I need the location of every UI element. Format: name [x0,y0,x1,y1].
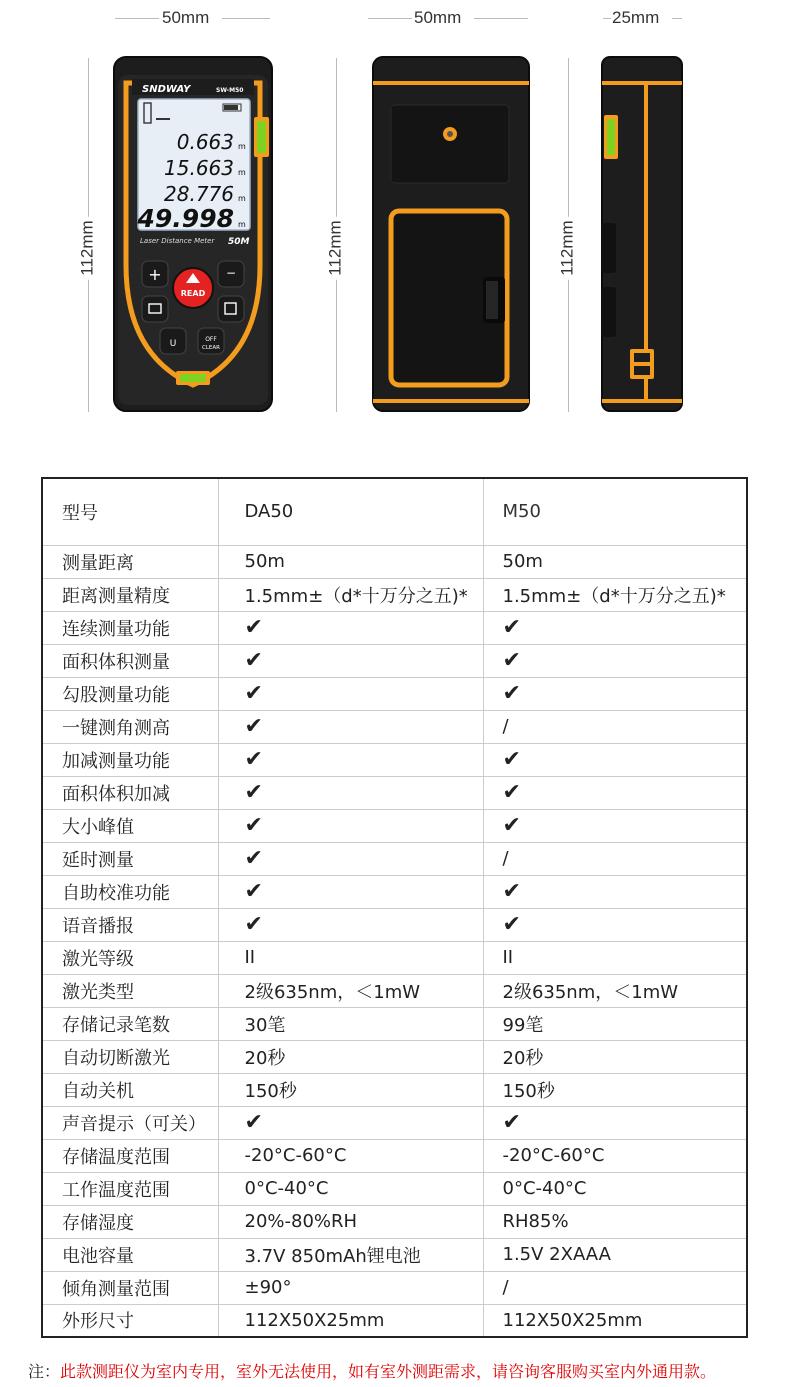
da50-value: 150秒 [218,1073,483,1106]
m50-value: 99笔 [483,1007,747,1040]
row-label: 倾角测量范围 [42,1271,218,1304]
m50-value: ✔ [483,644,747,677]
m50-value: ✔ [483,908,747,941]
m50-value: 20秒 [483,1040,747,1073]
svg-text:U: U [169,339,177,349]
m50-value: 150秒 [483,1073,747,1106]
da50-value: ✔ [218,908,483,941]
brand-logo: SNDWAY [142,84,191,95]
row-label: 勾股测量功能 [42,677,218,710]
front-width-label: 50mm [162,8,210,27]
m50-value: ✔ [483,809,747,842]
da50-value: ✔ [218,611,483,644]
da50-value: 20秒 [218,1040,483,1073]
device-front-image [112,55,274,413]
table-row [42,1205,747,1238]
table-row [42,974,747,1007]
footer-note [28,1359,716,1382]
reading-4: 49.998 [137,204,234,233]
svg-text:m: m [238,168,246,177]
reading-3: 28.776 [164,182,234,206]
back-height-label: 112mm [326,216,346,279]
back-width-line-right [474,18,528,19]
table-row [42,875,747,908]
row-label: 工作温度范围 [42,1172,218,1205]
back-width-line-left [368,18,412,19]
row-label: 面积体积加减 [42,776,218,809]
side-height-label: 112mm [558,216,578,279]
reading-1: 0.663 [176,130,234,154]
read-button-label: READ [180,289,206,298]
m50-value: ✔ [483,611,747,644]
note-prefix: 注： [28,1362,61,1381]
m50-value: 0°C-40°C [483,1172,747,1205]
svg-text:m: m [238,194,246,203]
row-label: 一键测角测高 [42,710,218,743]
row-label: 加减测量功能 [42,743,218,776]
da50-value: ✔ [218,743,483,776]
m50-value: 50m [483,545,747,578]
table-header-row [42,478,747,545]
device-back-image [371,55,531,413]
da50-value: 0°C-40°C [218,1172,483,1205]
front-width-line-left [115,18,159,19]
row-label: 声音提示（可关） [42,1106,218,1139]
row-label: 测量距离 [42,545,218,578]
screen-caption: Laser Distance Meter [140,237,215,245]
note-text: 此款测距仪为室内专用，室外无法使用，如有室外测距需求，请咨询客服购买室内外通用款。 [60,1362,717,1381]
spec-table [41,477,748,1338]
table-row [42,1238,747,1271]
da50-value: 50m [218,545,483,578]
da50-value: 20%-80%RH [218,1205,483,1238]
table-row [42,842,747,875]
svg-text:CLEAR: CLEAR [202,345,220,351]
da50-value: ✔ [218,875,483,908]
table-row [42,1271,747,1304]
row-label: 存储湿度 [42,1205,218,1238]
m50-value: / [483,710,747,743]
table-row [42,908,747,941]
da50-value: ✔ [218,809,483,842]
table-row [42,941,747,974]
row-label: 激光类型 [42,974,218,1007]
m50-value: 112X50X25mm [502,1309,643,1331]
da50-value: ✔ [218,644,483,677]
svg-text:OFF: OFF [205,336,217,343]
row-label: 激光等级 [42,941,218,974]
front-width-line-right [222,18,270,19]
table-row [42,1007,747,1040]
m50-value: ✔ [483,677,747,710]
m50-value: 2级635nm，＜1mW [483,974,747,1007]
row-label: 外形尺寸 [42,1304,218,1337]
table-row [42,710,747,743]
device-side-image [600,55,684,413]
front-height-label: 112mm [78,216,98,279]
table-row [42,1304,747,1337]
side-width-line-right [672,18,682,19]
reading-2: 15.663 [164,156,234,180]
model-badge: SW-M50 [216,87,244,94]
table-row [42,776,747,809]
side-width-line-left [603,18,611,19]
m50-value: II [483,941,747,974]
da50-value: 1.5mm±（d*十万分之五)* [218,578,483,611]
da50-value: ✔ [218,677,483,710]
range-badge: 50M [228,237,250,247]
da50-value: ✔ [218,842,483,875]
svg-text:m: m [238,142,246,151]
da50-value: 112X50X25mm [218,1304,483,1337]
row-label: 自动关机 [42,1073,218,1106]
da50-value: ✔ [218,776,483,809]
back-width-label: 50mm [414,8,462,27]
da50-value: 3.7V 850mAh锂电池 [218,1238,483,1271]
table-row [42,578,747,611]
table-row [42,1040,747,1073]
table-row [42,743,747,776]
row-label: 存储温度范围 [42,1139,218,1172]
da50-value: 30笔 [218,1007,483,1040]
da50-value: II [218,941,483,974]
m50-value: RH85% [483,1205,747,1238]
m50-value: 1.5mm±（d*十万分之五)* [483,578,747,611]
table-row [42,1139,747,1172]
da50-value: -20°C-60°C [218,1139,483,1172]
row-label: 大小峰值 [42,809,218,842]
da50-value: ✔ [218,710,483,743]
row-label: 面积体积测量 [42,644,218,677]
m50-value: -20°C-60°C [483,1139,747,1172]
table-row [42,677,747,710]
da50-value: 2级635nm，＜1mW [218,974,483,1007]
header-da50: DA50 [218,478,483,545]
table-row [42,1073,747,1106]
row-label: 延时测量 [42,842,218,875]
table-row [42,611,747,644]
row-label: 距离测量精度 [42,578,218,611]
row-label: 语音播报 [42,908,218,941]
m50-value: ✔ [483,1106,747,1139]
m50-value: 1.5V 2XAAA [483,1238,747,1271]
row-label: 自助校准功能 [42,875,218,908]
table-row [42,545,747,578]
table-row [42,644,747,677]
row-label: 存储记录笔数 [42,1007,218,1040]
table-row [42,1172,747,1205]
row-label: 电池容量 [42,1238,218,1271]
m50-value: ✔ [483,743,747,776]
svg-text:m: m [238,220,246,229]
side-width-label: 25mm [612,8,660,27]
table-row [42,1106,747,1139]
header-model-label: 型号 [42,478,218,545]
m50-value: / [483,842,747,875]
m50-value: ✔ [483,875,747,908]
row-label: 连续测量功能 [42,611,218,644]
da50-value: ±90° [218,1271,483,1304]
m50-value: ✔ [483,776,747,809]
svg-text:+: + [148,265,162,284]
m50-value: / [483,1271,747,1304]
da50-value: ✔ [218,1106,483,1139]
row-label: 自动切断激光 [42,1040,218,1073]
svg-text:−: − [225,266,237,280]
table-row [42,809,747,842]
header-m50: M50 [483,478,747,545]
